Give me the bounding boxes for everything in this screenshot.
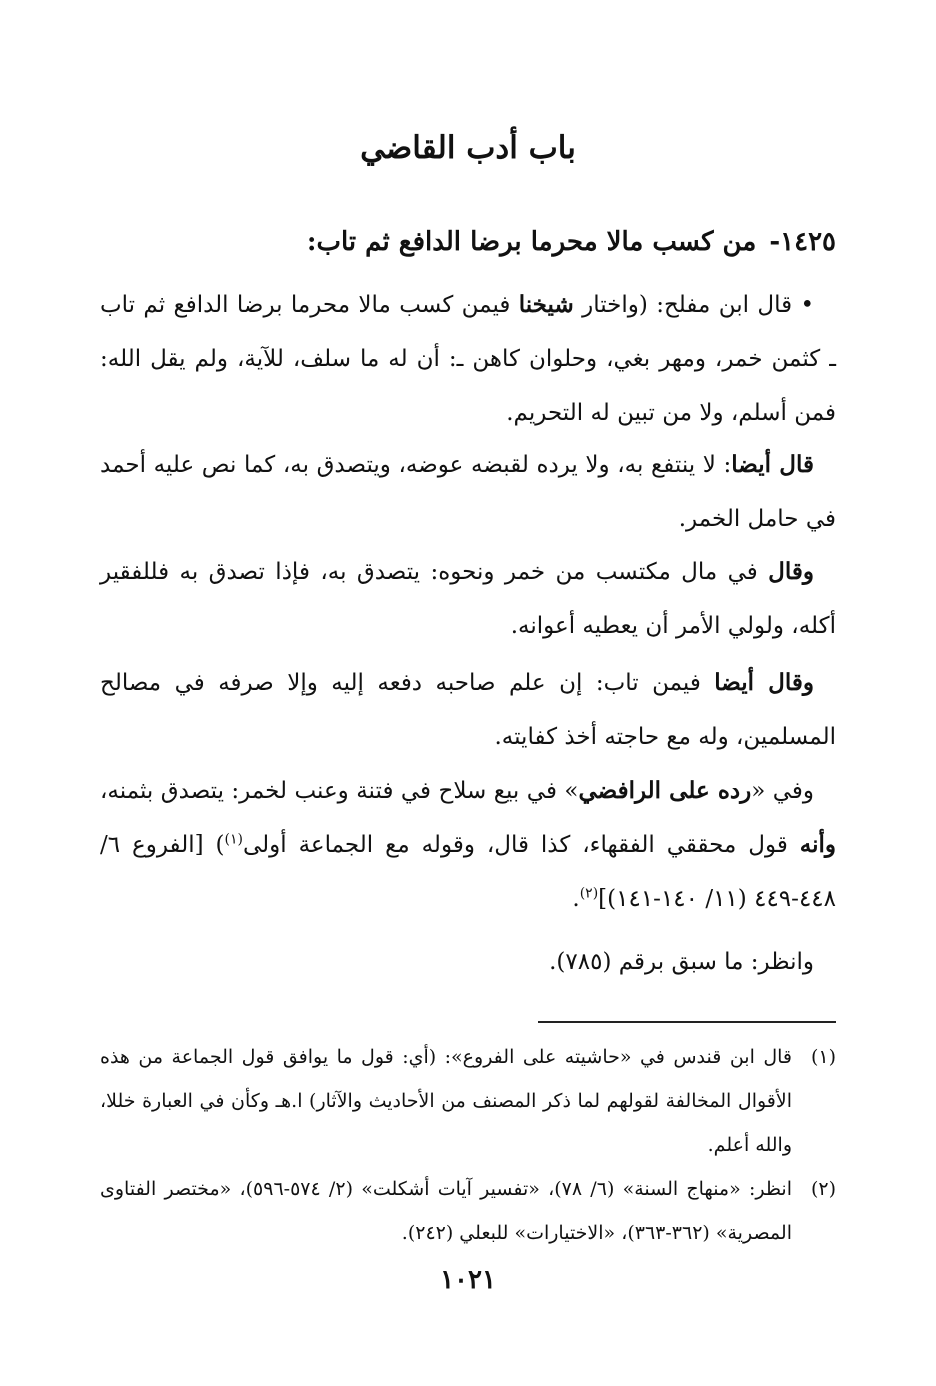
paragraph-5-lead: وفي « [751, 778, 814, 804]
footnote-2-text: انظر: «منهاج السنة» (٦/ ٧٨)، «تفسير آيات أشكلت» (٢/ ٥٧٤-٥٩٦)، «مختصر الفتاوى المصرية» (٣٦٢-٣٦٣)، «الاختيارات» للبعلي (٢٤٢). [100, 1178, 792, 1244]
paragraph-4 [100, 656, 836, 764]
footnotes [100, 1035, 836, 1255]
paragraph-2-bold: قال أيضا [731, 451, 815, 478]
entry-number: ١٤٢٥- [769, 227, 836, 257]
paragraph-1-bold: شيخنا [518, 291, 574, 318]
paragraph-5-end: . [572, 886, 580, 912]
paragraph-5-text: قول محققي الفقهاء، كذا قال، وقوله مع الجماعة أولى [242, 832, 800, 858]
paragraph-4-text: فيمن تاب: إن علم صاحبه دفعه إليه وإلا صرفه في مصالح المسلمين، وله مع حاجته أخذ كفايته. [100, 670, 836, 750]
entry-heading-text: من كسب مالا محرما برضا الدافع ثم تاب: [306, 227, 757, 257]
source-citation: [الفروع ٦/ ٤٤٨-٤٤٩ (١١/ ١٤٠-١٤١)] [100, 832, 836, 912]
footnote-ref-2[interactable]: (٢) [579, 885, 599, 902]
paragraph-3-prefix: و [802, 558, 814, 585]
paragraph-3-text: في مال مكتسب من خمر ونحوه: يتصدق به، فإذا تصدق به فللفقير أكله، ولولي الأمر أن يعطيه أعوانه. [100, 559, 836, 639]
paragraph-6: وانظر: ما سبق برقم (٧٨٥). [549, 949, 814, 975]
paragraph-1 [100, 278, 836, 440]
footnote-1-mark: (١) [810, 1046, 836, 1068]
footnote-1 [100, 1035, 836, 1167]
bullet-icon: • [800, 292, 815, 318]
paragraph-4-prefix: و [802, 669, 814, 696]
book-title-bold: رده على الرافضي [578, 777, 752, 804]
footnote-1-text: قال ابن قندس في «حاشيته على الفروع»: (أي: قول ما يوافق قول الجماعة من هذه الأقوال المخالفة لقولهم لما ذكر المصنف من الأحاديث والآثار) ا.هـ وكأن في العبارة خللا، والله أعلم. [100, 1046, 792, 1156]
paragraph-1-lead: قال ابن مفلح: (واختار [573, 292, 793, 318]
page-number: ١٠٢١ [440, 1265, 496, 1295]
paragraph-2-text: : لا ينتفع به، ولا يرده لقبضه عوضه، ويتصدق به، كما نص عليه أحمد في حامل الخمر. [100, 452, 836, 532]
closing-paren: ) [215, 832, 225, 858]
paragraph-5-bold: وأنه [799, 831, 836, 858]
footnote-2-mark: (٢) [810, 1178, 836, 1200]
paragraph-5 [100, 764, 836, 926]
chapter-title: باب أدب القاضي [360, 130, 576, 166]
paragraph-3-bold: قال [768, 558, 803, 585]
footnote-ref-1[interactable]: (١) [224, 831, 243, 848]
paragraph-4-bold: قال أيضا [714, 669, 803, 696]
paragraph-2 [100, 438, 836, 546]
entry-heading [100, 220, 836, 264]
footnote-2 [100, 1167, 836, 1255]
paragraph-1-text: فيمن كسب مالا محرما برضا الدافع ثم تاب ـ كثمن خمر، ومهر بغي، وحلوان كاهن ـ: أن له ما سلف، للآية، ولم يقل الله: فمن أسلم، ولا من تبين له التحريم. [100, 292, 836, 426]
footnote-divider [538, 1021, 836, 1023]
paragraph-5-mid: » في بيع سلاح في فتنة وعنب لخمر: يتصدق بثمنه، [100, 778, 579, 804]
paragraph-3 [100, 545, 836, 653]
